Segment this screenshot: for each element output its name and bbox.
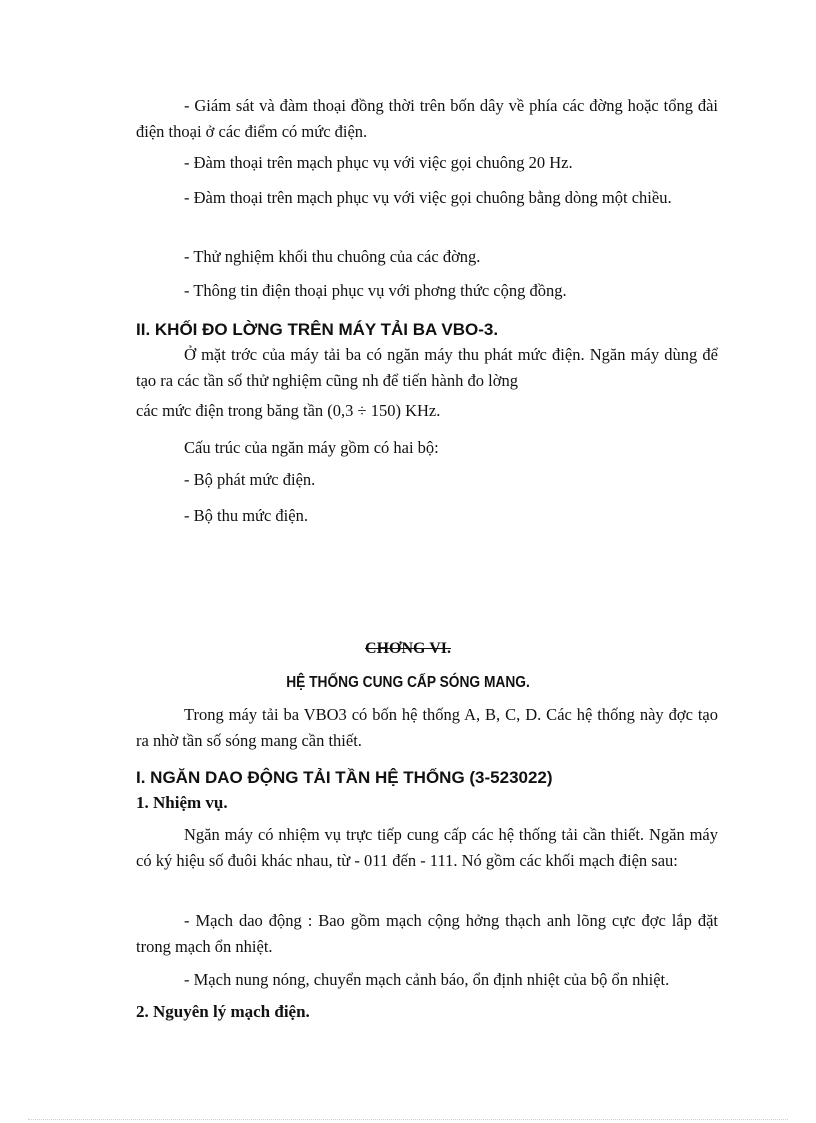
paragraph-heating-circuit: - Mạch nung nóng, chuyển mạch cảnh báo, ổn định nhiệt của bộ ổn nhiệt. [184,970,670,989]
paragraph-oscillator-circuit: - Mạch dao động : Bao gồm mạch cộng hởng thạch anh lõng cực đợc lắp đặt trong mạch ổn nhiệt. [136,911,718,956]
paragraph-monitoring: - Giám sát và đàm thoại đồng thời trên bốn dây về phía các đờng hoặc tổng đài điện thoại ở các điểm có mức điện. [136,96,718,141]
paragraph-chapter-intro: Trong máy tải ba VBO3 có bốn hệ thống A, B, C, D. Các hệ thống này đợc tạo ra nhờ tần số sóng mang cần thiết. [136,705,718,750]
paragraph-mission: Ngăn máy có nhiệm vụ trực tiếp cung cấp các hệ thống tải cần thiết. Ngăn máy có ký hiệu số đuôi khác nhau, từ - 011 đến - 111. Nó gồm các khối mạch điện sau: [136,825,718,870]
paragraph-ring-dc: - Đàm thoại trên mạch phục vụ với việc gọi chuông bằng dòng một chiều. [184,188,672,207]
paragraph-ring-test: - Thử nghiệm khối thu chuông của các đờng. [184,247,481,266]
section-heading-measurement: II. KHỐI ĐO LỜNG TRÊN MÁY TẢI BA VBO-3. [136,320,499,339]
list-item-receiver: - Bộ thu mức điện. [184,506,308,525]
paragraph-structure: Cấu trúc của ngăn máy gồm có hai bộ: [184,438,439,457]
section-heading-oscillator: I. NGĂN DAO ĐỘNG TẢI TẦN HỆ THỐNG (3-523022) [136,768,553,787]
paragraph-service-info: - Thông tin điện thoại phục vụ với phơng thức cộng đồng. [184,281,567,300]
paragraph-measurement-band: các mức điện trong băng tần (0,3 ÷ 150) KHz. [136,401,441,420]
paragraph-measurement-intro: Ở mặt trớc của máy tải ba có ngăn máy thu phát mức điện. Ngăn máy dùng để tạo ra các tần số thử nghiệm cũng nh để tiến hành đo lờng [136,345,718,390]
subheading-principle: 2. Nguyên lý mạch điện. [136,1002,310,1021]
list-item-transmitter: - Bộ phát mức điện. [184,470,316,489]
paragraph-ring-20hz: - Đàm thoại trên mạch phục vụ với việc gọi chuông 20 Hz. [184,153,573,172]
page-bottom-rule [28,1119,788,1120]
subheading-mission: 1. Nhiệm vụ. [136,793,228,812]
chapter-subtitle: HỆ THỐNG CUNG CẤP SÓNG MANG. [286,674,530,691]
chapter-title: CHƠNG VI. [365,640,451,657]
